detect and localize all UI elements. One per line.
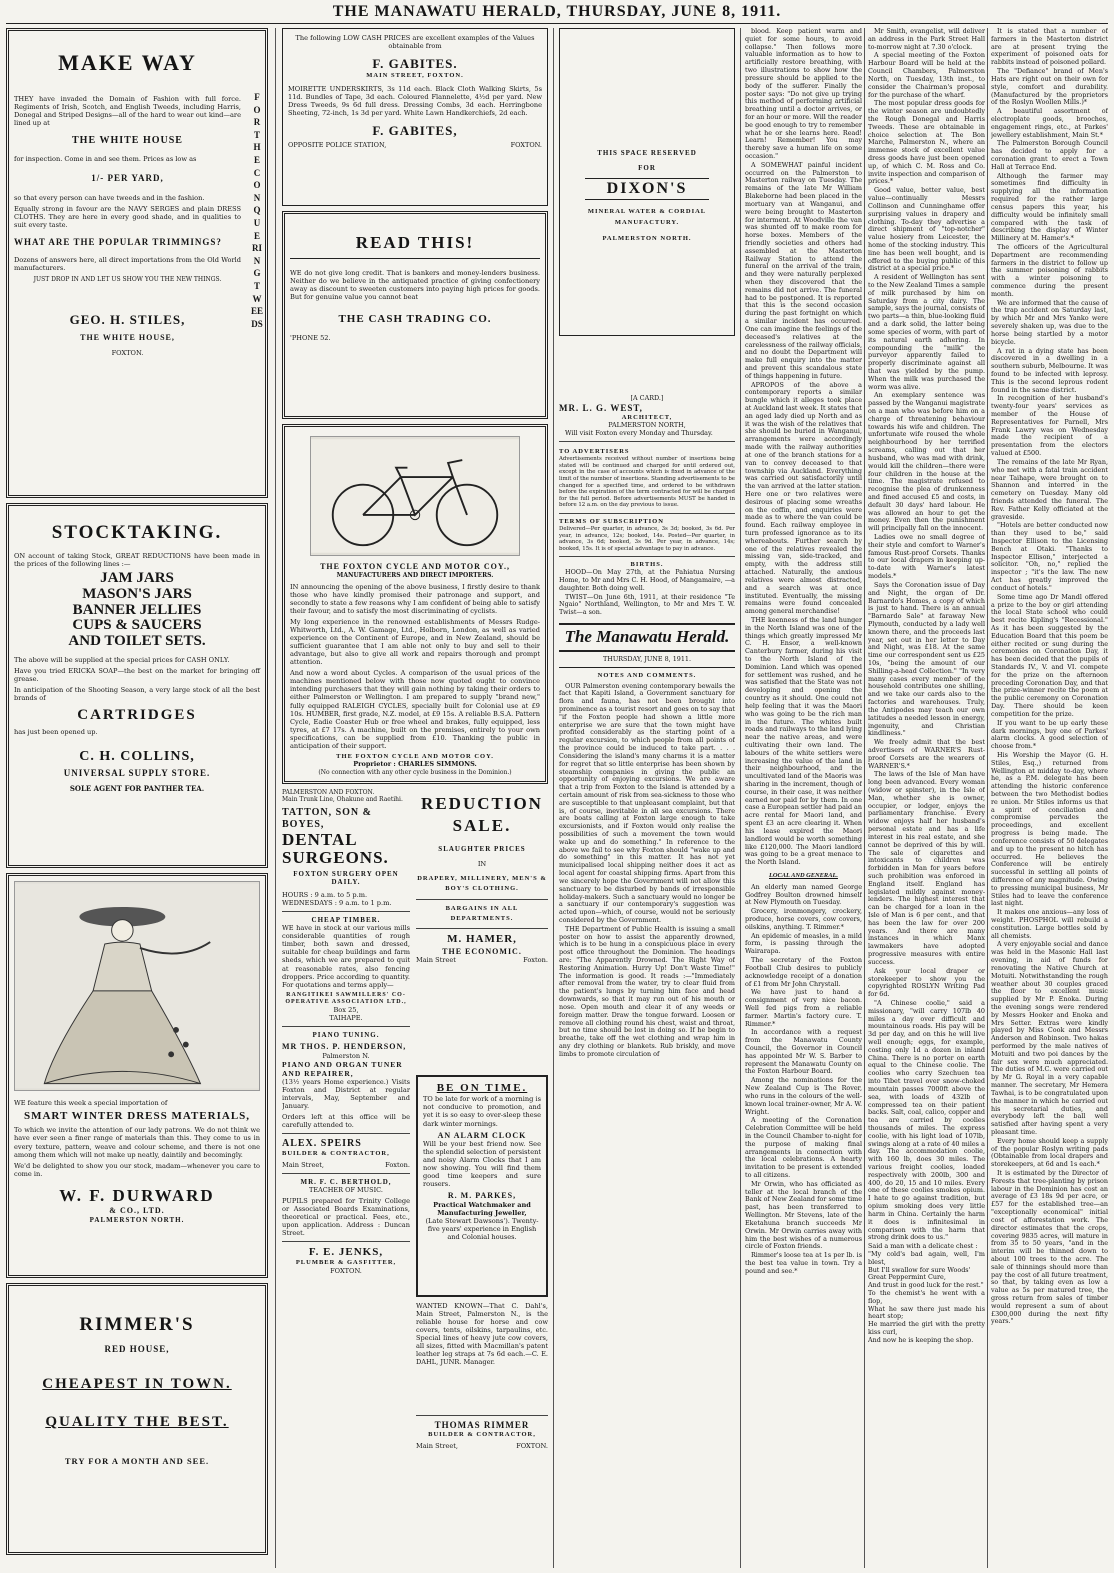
gabites-town: FOXTON. xyxy=(510,140,542,149)
article-paragraph: A special meeting of the Foxton Harbour Board will be held at the Council Chambers, Palmerston North, on Tuesday, 13th inst., to consider the Chairman's proposal for the purchase of the wharf. xyxy=(868,51,985,99)
durward-town: PALMERSTON NORTH. xyxy=(89,1216,185,1225)
separator xyxy=(282,1133,410,1134)
poem-line: And trust in good luck for the rest." xyxy=(868,1281,984,1290)
stocktaking-text: The above will be supplied at the special prices for CASH ONLY. xyxy=(14,655,230,664)
terms-notice xyxy=(559,518,735,552)
ontime-title: BE ON TIME. xyxy=(436,1082,528,1094)
article-paragraph: We freely admit that the best advertisers of WARNER'S Rust-proof Corsets are the wearers of WARNER'S.* xyxy=(868,738,985,770)
gabites-signature: F. GABITES, xyxy=(372,122,458,138)
piano-ad xyxy=(282,1031,410,1129)
berthold-name: MR. F. C. BERTHOLD, xyxy=(300,1178,392,1187)
reduction-in: IN xyxy=(477,859,487,868)
article-paragraph: The most popular dress goods for the winter season are undoubtedly the Rough Donegal and Harris Tweeds. These are obtainable in choice selection at The Bon Marche, Palmerston N., where an immense stock of excellent value dress goods have just been opened up, of which C. M. Ross and Co. invite inspection and comparison of prices.* xyxy=(868,99,985,186)
piano-town: Palmerston N. xyxy=(322,1051,370,1060)
article-paragraph: A resident of Wellington has sent to the New Zealand Times a sample of milk purchased by him on Saturday from a city dairy. The sample, says the journal, consists of two parts—a thin, blue-looking fluid and a dark solid, the latter being some species of worm, with part of its natural earth adhering. In compounding the "milk" the purveyor apparently failed to properly discriminate against all that was yielded by the pump. When the milk was purchased the worm was alive. xyxy=(868,273,985,391)
article-paragraph: Mr Smith, evangelist, will deliver an address in the Park Street Hall to-morrow night at 7.30 o'clock. xyxy=(868,28,985,51)
ontime-trade: Practical Watchmaker and Manufacturing Jeweller, xyxy=(433,1201,531,1218)
stocktaking-text: ON account of taking Stock, GREAT REDUCTIONS have been made in the prices of the following lines :— xyxy=(14,552,260,569)
readthis-text: WE do not give long credit. That is bankers and money-lenders business. Neither do we believe in the antiquated practice of giving confectionery away as discount to sweeten customers into paying high prices for goods. But for genuine value you cannot beat xyxy=(290,268,540,301)
makeway-text: so that every person can have tweeds and in the fashion. xyxy=(14,194,205,203)
article-paragraph: A beautiful assortment of electroplate goods, brooches, engagement rings, etc., at Parkes' jewellery establishment, Main St.* xyxy=(991,107,1108,139)
births-entry: TWIST—On June 6th, 1911, at their residence "Te Ngaio" Northland, Wellington, to Mr and Mrs T. W. Twist—a son. xyxy=(559,592,735,617)
article-paragraph: blood. Keep patient warm and quiet for some hours, to avoid collapse." Then follows more valuable information as to how to artificially restore breathing, with two illustrations to show how the pressure should be applied to the body of the sufferer. Finally the poster says: "Do not give up trying this method of performing artificial breathing until a doctor arrives, or for an hour or more. Will the reader be good enough to try to remember what he or she learns here. Read! Learn! Remember! You may thereby save a human life on some occasion." xyxy=(745,28,862,160)
trimmer-footer xyxy=(416,1442,548,1450)
ontime-text: Will be your best friend now. See the splendid selection of persistent and noisy Alarm Clocks that I am now showing. You will find them good time keepers and sure rousers. xyxy=(423,1140,541,1189)
poem-line: What he saw there just made his heart stop; xyxy=(868,1304,985,1321)
notes-paragraph: OUR Palmerston evening contemporary bewails the fact that Kapiti Island, a Government sanctuary for flora and fauna, has not been brought into prominence as a tourist resort and goes on to say that "if the Foxton people had shown a little more enterprise we are sure that the town might have profited considerably as the starting point of a regular excursion, to which people from all points of the province could be induced to take part. . . . Considering the island's many charms it is a matter for regret that so little enterprise has been shown by steamship companies in giving the public an opportunity of enjoying excursions. We are aware that a trip from Foxton to the Island is attended by a certain amount of risk from sea-sickness to those who are susceptible to that unpleasant complaint, but that is, of course, inevitable in all sea excursions. There are boats calling at Foxton large enough to take excursionists, and if Foxton would only realise the possibilities of such a movement the town would wake up and do something." In reference to the above we fail to see why Foxton should "wake up and do something" in this matter. It has not yet municipalised local shipping neither does it act as local agent for coastal shipping firms. Apart from this we sincerely hope the Government will not allow this sanctuary to be disturbed by bands of irresponsible holiday-makers. Such a sanctuary would no longer be a sanctuary if our contemporary's suggestion was acted upon—which, of course, would not be seriously considered by the Government. xyxy=(559,681,735,924)
speirs-ad xyxy=(282,1138,410,1169)
gabites-address: MAIN STREET, FOXTON. xyxy=(366,71,464,79)
gabites-footer xyxy=(288,142,542,150)
article-paragraph: APROPOS of the above a contemporary reports a similar bungle which it alleges took place at Auckland last week. It states that an aged lady died up North and as it was the wish of the relatives that she should be buried in Wanganui, arrangements were accordingly made with the railway authorities at one of the branch stations for a van to convey deceased to that township via Auckland. Everything was carried out satisfactorily until the van arrived at the latter station. Here one or two relatives were desirous of placing some wreaths on the coffin, and enquiries were made as to where the van could be found. Each railway employee in turn professed ignorance as to its whereabouts. Further search by one of the relatives revealed the missing van, side-tracked, and empty, with the address still attached. Naturally, the anxious relatives were almost distracted, and a search was at once instituted. Eventually, the missing remains were found concealed among general merchandise! xyxy=(745,380,862,616)
article-paragraph: If you want to be up early these dark mornings, buy one of Parkes' alarm clocks. A good selection of choose from.* xyxy=(991,718,1108,751)
local-general-heading: LOCAL AND GENERAL. xyxy=(769,871,838,879)
separator xyxy=(559,556,735,557)
cycle-title: THE FOXTON CYCLE AND MOTOR COY., xyxy=(320,562,510,571)
ontime-signature: R. M. PARKES, xyxy=(447,1191,517,1201)
article-paragraph: Some time ago Dr Mandl offered a prize to the boy or girl attending the local State school who could best recite Kipling's "Recessional." As it has been suggested by the Education Board that this poem be either recited or sung during the ceremonies on Coronation Day, it has been decided that the pupils of Standards IV., V. and VI. compete for the prize on the afternoon preceding Coronation Day, and that the prize-winner recite the poem at the public ceremony on Coronation Day. There should be keen competition for the prize. xyxy=(991,592,1108,718)
article-paragraph: Says the Coronation issue of Day and Night, the organ of Dr. Barnardo's Homes, a copy of which is just to hand. There is an annual "Barnardo Sale" at faraway New Plymouth, conducted by a lady well known there, and the proceeds last year, set out in her letter to Day and Night, was £18. At the same time our correspondent sent us £25 10s, "being the amount of our Shilling-a-head Collection." "In very many cases every member of the household contributes one shilling, and we take our cards also to the factories and warehouses. Truly, the Antipodes may teach our own latitudes a needed lesson in energy, ingenuity, and Christian kindliness." xyxy=(868,580,985,738)
gabites-prices: MOIRETTE UNDERSKIRTS, 3s 11d each. Black Cloth Walking Skirts, 5s 11d. Bundles of Tape, 3d each. Coloured Flannelette, 4½d per yard. New Dress Tweeds, 9s 6d full dress. Dressing Combs, 3d each. Herringbone Sheeting, 72-inch, 1s 3d per yard. White Lawn Handkerchiefs, 2d each. xyxy=(288,84,542,117)
column-5 xyxy=(868,28,985,1568)
article-paragraph: A very enjoyable social and dance was held in the Masonic Hall last evening, in aid of funds for renovating the Native Church at Motuiti. Notwithstanding the rough weather about 30 couples graced the floor to excellent music supplied by Mr P. Enoka. During the evening songs were rendered by Messrs Hooker and Enoka and Mrs Setter. Extras were kindly played by Miss Cook and Messrs Anderson and Robinson. Two hakas performed by the male natives of Motuiti and two poi dances by the fair sex were much appreciated. The duties of M.C. were carried out by Mr G. Royal in a very capable manner. The secretary, Mr Hemera Tawhai, is to be congratulated upon the manner in which he carried out his secretarial duties, and everybody left the ball well satisfied after having spent a very pleasant time. xyxy=(991,940,1108,1136)
local-paragraph: Grocery, ironmongery, crockery, produce, horse covers, cow covers, oilskins, anything. T. Rimmer.* xyxy=(745,907,862,931)
trimmer-street: Main Street, xyxy=(416,1441,459,1450)
speirs-footer xyxy=(282,1161,410,1169)
durward-co: & CO., LTD. xyxy=(109,1206,165,1216)
reduction-sub: THE ECONOMIC. xyxy=(442,946,522,956)
local-paragraph: In accordance with a request from the Manawatu County Council, the Governor in Council has appointed Mr W. S. Barber to represent the Manawatu County on the Foxton Harbour Board. xyxy=(745,1028,862,1076)
jenks-ad xyxy=(282,1246,410,1275)
dixon-reserved: THIS SPACE RESERVED xyxy=(597,149,697,157)
article-paragraph: THE keenness of the land hunger in the North Island was one of the things which greatly impressed Mr C. H. Ensor, a well-known Canterbury farmer, during his visit to the North Island of the Dominion. Land which was opened for settlement was rushed, and he was satisfied that the State was not developing and opening the country as it should. One could not help feeling that it was the Maori who was going to be the rich man in the future. The whites built roads and railways to the land lying near the native areas, and were cultivating their own land. The labours of the white settlers were increasing the value of the land in their neighbourhood, and the uncultivated land of the Maoris was sharing in the increment, though of course, in their case, it was neither earned nor paid for by them. In one case a European settler had paid an acre rental for Maori land, and spent £3 an acre clearing it. When his lease expired the Maori landlord would be worth something like £120,000. The Maori landlord was going to be a great menace to the North Island. xyxy=(745,615,862,867)
west-card: [A CARD.] xyxy=(630,394,664,402)
column-divider xyxy=(553,28,554,1568)
stocktaking-text: Have you tried ERICKA SOAP—the best on the market for bringing off grease. xyxy=(14,667,260,684)
separator xyxy=(559,441,735,442)
timber-title: CHEAP TIMBER. xyxy=(311,915,381,924)
article-paragraph: The laws of the Isle of Man have long been advanced. Every woman (widow or spinster), in the Isle of Man, whether she is owner, occupier, or lodger, enjoys the parliamentary franchise. Every widow enjoys half her husband's personal estate and has a life interest in his real estate, and she cannot be deprived of this by will. The sale of cigarettes and intoxicants to children was forbidden in Man for years before such prohibition was enforced in England itself. England has legislated mildly against money-lenders. The highest interest that can be charged for a loan in the Isle of Man is 6 per cent., and that has been the law for over 200 years. And there are many instances in which Manx lawmakers have adopted progressive measures with entire success. xyxy=(868,770,985,966)
separator xyxy=(282,1173,410,1174)
piano-text: Orders left at this office will be carefully attended to. xyxy=(282,1113,410,1130)
poem-line: "My cold's bad again, well, I'm blest, xyxy=(868,1249,985,1266)
article-paragraph: An exemplary sentence was passed by the Wanganui magistrate on a man who was before him on a charge of threatening behaviour towards his wife and children. The unfortunate wife roused the whole neighbourhood by her terrified screams, calling out that her husband, who was mad with drink, would kill the children—there were four children in the house at the time. The magistrate refused to recognise the plea of drunkenness and fined accused £5 and costs, in default 30 days' hard labour. He was allowed an hour to get the money. Even then the punishment will principally fall on the innocent. xyxy=(868,391,985,533)
dixon-for: FOR xyxy=(638,163,656,172)
local-paragraph: Among the nominations for the New Zealand Cup is The Rover, who runs in the colours of the well-known local trainer-owner, Mr A. W. Wright. xyxy=(745,1076,862,1116)
article-paragraph: The "Defiance" brand of Men's Hats are right out on their own for style, comfort and durability. (Manufactured by the proprietors of the Roslyn Woollen Mills.)* xyxy=(991,67,1108,107)
column-1 xyxy=(6,28,268,1568)
makeway-ad xyxy=(6,28,268,498)
reduction-signature: M. HAMER, xyxy=(447,933,517,946)
notes-heading: NOTES AND COMMENTS. xyxy=(597,671,697,679)
column-divider xyxy=(987,28,988,1568)
makeway-signature: GEO. H. STILES, xyxy=(69,311,186,327)
poem-line: Great Peppermint Cure, xyxy=(868,1273,946,1282)
column-divider xyxy=(864,28,865,1568)
article-paragraph: Ladies owe no small degree of their style and comfort to Warner's famous Rust-proof Corsets. Thanks to our local drapers in keeping up-to-date with Warner's latest models.* xyxy=(868,533,985,581)
cycle-signature: THE FOXTON CYCLE AND MOTOR COY. xyxy=(336,752,494,760)
reduction-slaughter: SLAUGHTER PRICES xyxy=(438,845,526,854)
west-town: PALMERSTON NORTH, xyxy=(608,420,686,429)
article-paragraph: It is stated that a number of farmers in the Masterton district are at present trying the experiment of poisoned oats for rabbits instead of poisoned pollard. xyxy=(991,28,1108,67)
west-trade: ARCHITECT, xyxy=(621,413,673,421)
advertisers-title: TO ADVERTISERS xyxy=(559,448,630,456)
readthis-title: READ THIS! xyxy=(290,233,540,259)
local-paragraph: Rimmer's loose tea at 1s per lb. is the best tea value in town. Try a pound and see.* xyxy=(745,1251,862,1275)
west-name: MR. L. G. WEST, xyxy=(559,402,643,413)
col2-lower-left xyxy=(282,789,410,1450)
column-divider xyxy=(740,28,741,1568)
bicycle-icon xyxy=(311,437,519,555)
durward-headline: SMART WINTER DRESS MATERIALS, xyxy=(23,1110,251,1123)
column-2 xyxy=(282,28,548,1568)
stocktaking-agent: SOLE AGENT FOR PANTHER TEA. xyxy=(69,783,205,793)
separator xyxy=(416,928,548,929)
separator xyxy=(416,899,548,900)
jenks-name: F. E. JENKS, xyxy=(308,1245,384,1258)
speirs-trade: BUILDER & CONTRACTOR, xyxy=(282,1150,390,1158)
article-paragraph: Good value, better value, best value—continually Messrs Collinson and Cunninghame offer surprising values in drapery and clothing. To-day they advertise a direct shipment of "top-notcher" value hosiery from Leicester, the home of the stocking industry. This line has been well bought, and is offered to the buying public of this district at a special price.* xyxy=(868,186,985,273)
dental-open: FOXTON SURGERY OPEN DAILY. xyxy=(293,869,399,887)
poem-line: And now he is keeping the shop. xyxy=(868,1335,974,1344)
dental-route: PALMERSTON AND FOXTON. xyxy=(282,789,375,796)
jenks-town: FOXTON. xyxy=(330,1267,362,1276)
article-paragraph: "A Chinese coolie," said a missionary, "will carry 107lb 40 miles a day over difficult and mountainous roads. His pay will be 3d per day, and on this he will live well enough; eggs, for example, costing only 1d a dozen in inland China. There is no porter on earth equal to the Chinese coolie. The coolies who carry Szechuen tea into Tibet travel over snow-choked mountain passes 7000ft above the sea, with loads of 432lb of compressed tea on their patient backs. Salt, coal, calico, copper and tea are carried by coolies thousands of miles. The express coolie, with his light load of 107lb, swings along at a rate of 40 miles a day. The accommodation coolie, with 160 lb, does 30 miles. The various freight coolies, loaded respectively with 200lb, 300 and 400, do 20, 15 and 10 miles. Every one of these coolies smokes opium. I hate to go against tradition, but opium smoking does very little harm in China. Certainly the harm it does is infinitesimal in comparison with the harm that strong drink does to us." xyxy=(868,998,985,1242)
durward-signature: W. F. DURWARD xyxy=(59,1185,215,1205)
article-paragraph: His Worship the Mayor (G. H. Stiles, Esq.,) returned from Wellington at midday to-day, where he, as a P.M. delegate has been attending the historic conference between the two Methodist bodies re union. Mr Stiles informs us that a spirit of conciliation and compromise pervades the proceedings, and excellent progress is being made. The conference consists of 50 delegates and up to the present no hitch has occurred. He believes the Conference will be entirely successful in settling all points of difference of any magnitude. Owing to pressing municipal business, Mr Stiles had to leave the conference last night. xyxy=(991,750,1108,908)
trimmer-ad xyxy=(416,1420,548,1450)
reduction-ad xyxy=(416,793,548,1075)
makeway-text: for inspection. Come in and see them. Prices as low as xyxy=(14,155,197,164)
lady-figure-icon xyxy=(15,882,259,1090)
durward-ad xyxy=(6,873,268,1278)
article-paragraph: Ask your local draper or storekeeper to show you the copyrighted ROSLYN Writing Pad for 6d. xyxy=(868,966,985,999)
berthold-ad xyxy=(282,1178,410,1237)
makeway-text: THEY have invaded the Domain of Fashion with full force. Regiments of Irish, Scotch, and English Tweeds, including Harris, Donegal and Striped Designs—all of the hard to wear out kind—are lined up at xyxy=(14,94,241,127)
col2-lower-right xyxy=(416,789,548,1450)
stocktaking-cartridges: CARTRIDGES xyxy=(77,707,197,724)
gabites-title: F. GABITES. xyxy=(372,56,458,72)
local-paragraph: An elderly man named George Godfrey Boulton drowned himself at New Plymouth on Tuesday. xyxy=(745,882,862,907)
cycle-ad xyxy=(282,424,548,784)
article-paragraph: "Hotels are better conducted now than they used to be," said Inspector Ellison to the Licensing Bench at Otaki. "Thanks to Inspector Ellison," interjected a solicitor. "Oh, no," replied the inspector ; "it's the law. The new Act has greatly improved the conduct of hotels." xyxy=(991,521,1108,592)
article-paragraph: The officers of the Agricultural Department are recommending farmers in the district to follow up the summer poisoning of rabbits with a winter poisoning to commence during the present month. xyxy=(991,242,1108,298)
dixon-ad xyxy=(559,28,735,336)
article-paragraph: A rat in a dying state has been discovered in a dwelling in a southern suburb, Melbourne. It was found to be infected with leprosy. This is the second leprous rodent found in the same district. xyxy=(991,346,1108,394)
cycle-text: And now a word about Cycles. A comparison of the usual prices of the machines mentioned below with those now quoted ought to convince intending purchasers that they will gain nothing by taking their orders to either Palmerston or Wellington. I am prepared to supply "brand new," fully equipped RALEIGH CYCLES, specially built for Colonial use at £9 10s. HUMBER, first grade, N.Z. model, at £9 15s. A reliable B.S.A. Pattern Cycle, Eadie Coaster Hub or free wheel and brakes, fully equipped, less tyres, at £7 17s. A machine, built on the premises, entirely to your own specifications, can be supplied from £10. Thanking the public in anticipation of their support. xyxy=(290,669,540,750)
reduction-lines: DRAPERY, MILLINERY, MEN'S & BOY'S CLOTHING. xyxy=(417,874,547,893)
makeway-town: FOXTON. xyxy=(111,349,144,358)
reduction-street: Main Street xyxy=(416,956,456,965)
speirs-name: ALEX. SPEIRS xyxy=(282,1138,362,1150)
berthold-text: PUPILS prepared for Trinity College or Associated Boards Examinations, theoretical or practical. Fees, etc., upon application. Address : Duncan Street. xyxy=(282,1196,410,1237)
dental-route: Main Trunk Line, Ohakune and Raetihi. xyxy=(282,796,403,804)
article-paragraph: The Palmerston Borough Council has decided to apply for a coronation grant to erect a Town Hall at Terrace End. xyxy=(991,139,1108,171)
separator xyxy=(559,513,735,514)
gabites-address: OPPOSITE POLICE STATION, xyxy=(288,140,387,149)
readthis-phone: 'PHONE 52. xyxy=(290,334,331,343)
poem-line: Said a man with a delicate chest : xyxy=(868,1242,978,1251)
stocktaking-ad xyxy=(6,503,268,868)
column-4 xyxy=(745,28,862,1568)
stocktaking-text: has just been opened up. xyxy=(14,728,98,737)
births-notice xyxy=(559,561,735,617)
timber-ad xyxy=(282,916,410,1022)
timber-signature: RANGITIKEI SAWMILLERS' CO-OPERATIVE ASSOCIATION LTD., xyxy=(285,991,407,1005)
stocktaking-item: MASON'S JARS xyxy=(82,585,192,602)
makeway-title: MAKE WAY xyxy=(58,50,197,75)
west-text: Will visit Foxton every Monday and Thursday. xyxy=(565,428,713,437)
column-3 xyxy=(559,28,735,1568)
makeway-store: THE WHITE HOUSE xyxy=(72,134,183,146)
blank-space xyxy=(559,341,735,395)
local-paragraph: Mr Orwin, who has officiated as teller at the local branch of the Bank of New Zealand for some time past, has been transferred to Wellington. Mr Stevens, late of the Eketahuna branch succeeds Mr Orwin. Mr Orwin carries away with him the best wishes of a numerous circle of Foxton friends. xyxy=(745,1179,862,1251)
readthis-ad xyxy=(282,211,548,419)
trimmer-name: THOMAS RIMMER xyxy=(434,1420,530,1430)
timber-box: Box 25, xyxy=(333,1006,359,1015)
local-paragraph: The secretary of the Foxton Football Club desires to publicly acknowledge receipt of a donation of £1 from Mr John Chrystall. xyxy=(745,956,862,988)
stocktaking-text: In anticipation of the Shooting Season, a very large stock of all the best brands of xyxy=(14,686,260,703)
piano-text: (13½ years Home experience.) Visits Foxton and District at regular intervals, May, September and January. xyxy=(282,1077,410,1110)
piano-name: MR THOS. P. HENDERSON, xyxy=(282,1041,407,1051)
col2-lower xyxy=(282,789,548,1450)
durward-text: To which we invite the attention of our lady patrons. We do not think we have ever seen a finer range of materials than this. They come to us in every texture, pattern, weave and colour scheme, and there is not one among them which will not make up neatly, daintily and becomingly. xyxy=(14,1126,260,1159)
births-entry: HOOD—On May 27th, at the Pahiatua Nursing Home, to Mr and Mrs C. H. Hood, of Mangamaire, —a daughter. Both doing well. xyxy=(559,568,735,592)
article-paragraph: The remains of the late Mr Ryan, who met with a fatal train accident near Taihape, were brought on to Shannon and interred in the cemetery on Tuesday. Many old friends attended the funeral. The Rev. Father Kelly officiated at the graveside. xyxy=(991,457,1108,521)
herald-nameplate: The Manawatu Herald. xyxy=(559,623,735,652)
ontime-text: TO be late for work of a morning is not conducive to promotion, and yet it is so easy to over-sleep these dark winter mornings. xyxy=(423,1095,541,1128)
stocktaking-item: JAM JARS xyxy=(100,570,174,587)
column-divider xyxy=(275,28,276,1568)
article-paragraph: A SOMEWHAT painful incident occurred on the Palmerston to Masterton railway on Tuesday. The remains of the late Mr William Blakeborne had been placed in the mortuary van at Wanganui, and were being brought to Masterton for interment. At Woodville the van was shunted off to make room for horse boxes. Members of the friendly societies and others had assembled at the Masterton Railway Station to attend the funeral on the arrival of the train, and they were naturally perplexed when they discovered that the remains did not arrive. The funeral had to be postponed. It is reported that this is the second occasion during the past fortnight on which a similar incident has occurred. One can imagine the feelings of the deceased's relatives at the carelessness of the railway officials, and no doubt the Department will make full enquiry into the matter and prevent this scandalous state of things happening in future. xyxy=(745,160,862,380)
makeway-question: WHAT ARE THE POPULAR TRIMMINGS? xyxy=(14,237,222,248)
durward-text: We'd be delighted to show you our stock, madam—whenever you care to come in. xyxy=(14,1161,260,1178)
separator xyxy=(282,911,410,912)
west-ad xyxy=(559,395,735,437)
article-paragraph: Although the farmer may sometimes find difficulty in supplying all the information required for the rather large census papers this year, his difficulty would be infinitely small compared with the task of describing the display of Winter Millinery at M. Hamer's.* xyxy=(991,171,1108,243)
ontime-experience: (Late Stewart Dawsons'). Twenty-five years' experience in English and Colonial houses. xyxy=(425,1217,539,1242)
bicycle-illustration xyxy=(310,436,520,556)
ontime-alarm: AN ALARM CLOCK xyxy=(437,1130,527,1140)
jenks-trade: PLUMBER & GASFITTER, xyxy=(295,1259,397,1267)
cycle-note: (No connection with any other cycle business in the Dominion.) xyxy=(318,768,512,776)
poem-line: To the chemist's he went with a flop, xyxy=(868,1289,985,1305)
gabites-intro: The following LOW CASH PRICES are excellent examples of the Values obtainable from xyxy=(295,34,535,51)
separator xyxy=(282,1241,410,1242)
timber-town: TAIHAPE. xyxy=(329,1014,363,1023)
piano-title: PIANO TUNING. xyxy=(312,1031,380,1040)
makeway-text: JUST DROP IN AND LET US SHOW YOU THE NEW THINGS. xyxy=(33,276,222,284)
masthead: THE MANAWATU HERALD, THURSDAY, JUNE 8, 1911. xyxy=(332,3,782,20)
dental-firm: TATTON, SON & BOYES, xyxy=(282,806,372,830)
cycle-text: IN announcing the opening of the above business, I firstly desire to thank those who have kindly promised their patronage and support, and secondly to state a few reasons why I am confident of being able to satisfy their favour, and to satisfy the most discriminating of cyclists. xyxy=(290,583,540,616)
makeway-store-name: THE WHITE HOUSE, xyxy=(80,333,175,343)
dixon-name: DIXON'S xyxy=(585,178,709,200)
local-paragraph: A meeting of the Coronation Celebration Committee will be held in the Council Chamber to-night for the purpose of making final arrangements in connection with the local celebrations. A hearty invitation to be present is extended to all citizens. xyxy=(745,1116,862,1179)
rimmers-try: TRY FOR A MONTH AND SEE. xyxy=(64,1455,210,1466)
stocktaking-signature: C. H. COLLINS, xyxy=(79,749,195,765)
rimmers-cheapest: CHEAPEST IN TOWN. xyxy=(42,1376,232,1393)
dental-hours: WEDNESDAYS : 9 a.m. to 1 p.m. xyxy=(282,898,392,907)
wanted-ad xyxy=(416,1302,548,1416)
makeway-text: Equally strong in favour are the NAVY SERGES and plain DRESS CLOTHS. They are here in every good shade, and in qualities to suit every taste. xyxy=(14,205,241,230)
rimmers-title: RIMMER'S xyxy=(79,1314,195,1335)
gabites-ad xyxy=(282,28,548,206)
cycle-text: My long experience in the renowned establishments of Messrs Rudge-Whitworth, Ltd., A. W. Gamage, Ltd., Holborn, London, as well as varied experience on the Continent of Europe, and in New Zealand, should be sufficient guarantee that I am able not only to buy and sell to their advantage, but also to give all work and repairs thorough and prompt attention. xyxy=(290,618,540,667)
separator xyxy=(282,1026,410,1027)
local-paragraph: An epidemic of measles, in a mild form, is passing through the Wairarapa. xyxy=(745,931,862,956)
article-paragraph: It makes one anxious—any loss of weight. PHOSPHOL will rebuild a constitution. Large bottles sold by all chemists. xyxy=(991,908,1108,940)
piano-trade: PIANO AND ORGAN TUNER AND REPAIRER, xyxy=(282,1059,403,1078)
readthis-signature: THE CASH TRADING CO. xyxy=(338,312,492,325)
durward-text: WE feature this week a special importation of xyxy=(14,1099,168,1107)
herald-date: THURSDAY, JUNE 8, 1911. xyxy=(559,656,735,668)
advertisers-text: Advertisements received without number of insertions being stated will be continued and charged for until ordered out, except in the case of accounts which is fixed in advance of the limit of the number of insertions. Standing advertisements to be changed for a specified time, and ordered to be withdrawn before the expiration of the term contracted for will be charged for the full period. Before advertisements MUST be handed in before 12 a.m. on the day previous to issue. xyxy=(559,456,735,509)
stocktaking-item: AND TOILET SETS. xyxy=(68,633,206,650)
berthold-trade: TEACHER OF MUSIC. xyxy=(309,1185,383,1194)
cycle-proprietor: Proprietor : CHARLES SIMMONS. xyxy=(353,759,477,768)
stocktaking-title: STOCKTAKING. xyxy=(51,522,223,543)
notes-paragraph: THE Department of Public Health is issuing a small poster on how to assist the apparently drowned, which is to be hung in a conspicuous place in every post office throughout the Dominion. The headings are: "The Apparently Drowned. The Right Way of Restoring Animation. Hurry Up! Don't Waste Time!" The information is good. It reads :—"Immediately after removal from the water, try to clear fluid from the patient's lungs by turning him face and head downwards, so that it may run out of his mouth or nose. Open mouth and clear it of any weeds or foreign matter. Draw the tongue forward. Loosen or remove all clothing round his chest, waist and throat, but no time should be lost in doing so. If he begin to breathe, take off the wet clothing and wrap him in any dry clothing or blankets. Rub briskly, and move limbs to promote circulation of xyxy=(559,924,735,1058)
trimmer-town: FOXTON. xyxy=(516,1441,548,1450)
speirs-town: Foxton. xyxy=(385,1161,410,1170)
rimmers-quality: QUALITY THE BEST. xyxy=(45,1414,229,1431)
dental-ad xyxy=(282,789,410,907)
cycle-subtitle: MANUFACTURERS AND DIRECT IMPORTERS. xyxy=(336,571,494,579)
terms-title: TERMS OF SUBSCRIPTION xyxy=(559,518,664,525)
reduction-footer xyxy=(416,956,548,964)
article-paragraph: In recognition of her husband's twenty-four years' services as member of the House of Representatives for Parnell, Mrs Frank Lawry was on Wednesday made the recipient of a presentation from the electors valued at £500. xyxy=(991,394,1108,458)
dental-hours: HOURS : 9 a.m. to 5 p.m. xyxy=(282,890,368,899)
makeway-price: 1/- PER YARD, xyxy=(91,173,164,184)
article-paragraph: Every home should keep a supply of the popular Roslyn writing pads (Obtainable from local drapers and storekeepers, at 6d and 1s each.* xyxy=(991,1136,1108,1169)
stocktaking-item: CUPS & SAUCERS xyxy=(72,617,202,634)
masthead-rule xyxy=(6,23,1108,24)
births-title: BIRTHS. xyxy=(630,561,664,569)
reduction-title: REDUCTION SALE. xyxy=(421,794,543,836)
article-paragraph: We are informed that the cause of the trap accident on Saturday last, by which Mr and Mrs Yanko were severely shaken up, was due to the horse being startled by a motor bicycle. xyxy=(991,298,1108,346)
dixon-trade: MINERAL WATER & CORDIAL MANUFACTURY. xyxy=(587,207,707,227)
reduction-bargains: BARGAINS IN ALL DEPARTMENTS. xyxy=(445,904,519,922)
fashion-illustration xyxy=(14,881,260,1091)
poem-line: But I'll swallow for sure Woods' xyxy=(868,1265,971,1274)
local-paragraph: We have just to hand a consignment of very nice bacon. Well fed pigs from a reliable farmer. Martin's factory cure. T. Rimmer.* xyxy=(745,988,862,1028)
timber-text: WE have in stock at our various mills considerable quantities of rough timber, both sawn and dressed, suitable for cheap buildings and farm sheds, which we are prepared to quit at reasonable rates, also fencing droppers. Price according to quantity. For quotations and terms apply— xyxy=(282,924,410,989)
ontime-ad xyxy=(416,1075,548,1297)
reduction-town: Foxton. xyxy=(523,956,548,965)
poem-line: He married the girl with the pretty kiss curl, xyxy=(868,1320,985,1337)
advertisers-notice xyxy=(559,448,735,509)
makeway-vertical-slogan: FOR THE CONQUERING TWEEDS xyxy=(251,92,264,329)
column-6 xyxy=(991,28,1108,1568)
dixon-town: PALMERSTON NORTH. xyxy=(602,234,692,242)
rimmers-ad xyxy=(6,1283,268,1555)
stocktaking-item: BANNER JELLIES xyxy=(72,601,202,618)
trimmer-trade: BUILDER & CONTRACTOR, xyxy=(428,1430,536,1438)
dental-title: DENTAL SURGEONS. xyxy=(282,830,389,867)
article-paragraph: It is estimated by the Director of Forests that tree-planting by prison labour in the Dominion has cost an average of £3 18s 9d per acre, or £57 for the established tree—an "exceptionally economical" initial cost of afforestation work. The director estimates that the crops, covering 9835 acres, will mature in from 35 to 50 years, "and in the interim will be thinned down to about 100 trees to the acre. The sale of thinnings should more than pay the cost of all future treatment, so that, by taking even as low a value as 5s per matured tree, the gross return from sales of timber would represent a sum of about £300,000 during the next fifty years." xyxy=(991,1169,1108,1326)
stocktaking-store: UNIVERSAL SUPPLY STORE. xyxy=(63,767,211,778)
terms-text: Delivered—Per quarter, in advance, 3s 3d; booked, 3s 6d. Per year, in advance, 12s; booked, 14s. Posted—Per quarter, in advance, 3s 6d; booked, 3s 9d. Per year, in advance, 14s; booked, 15s. It is of special advantage to pay in advance. xyxy=(559,525,735,552)
rimmers-house: RED HOUSE, xyxy=(104,1344,170,1355)
wanted-text: WANTED KNOWN—That C. Dahl's, Main Street, Palmerston N., is the reliable house for horse and cow covers, tents, oilskins, tarpaulins, etc. Special lines of heavy jute cow covers, all sizes, fitted with Macmillan's patent leather leg straps at 7s 6d each.—C. E. DAHL, JUNR. Manager. xyxy=(416,1302,548,1367)
speirs-street: Main Street, xyxy=(282,1161,325,1170)
makeway-text: Dozens of answers here, all direct importations from the Old World manufacturers. xyxy=(14,256,241,273)
